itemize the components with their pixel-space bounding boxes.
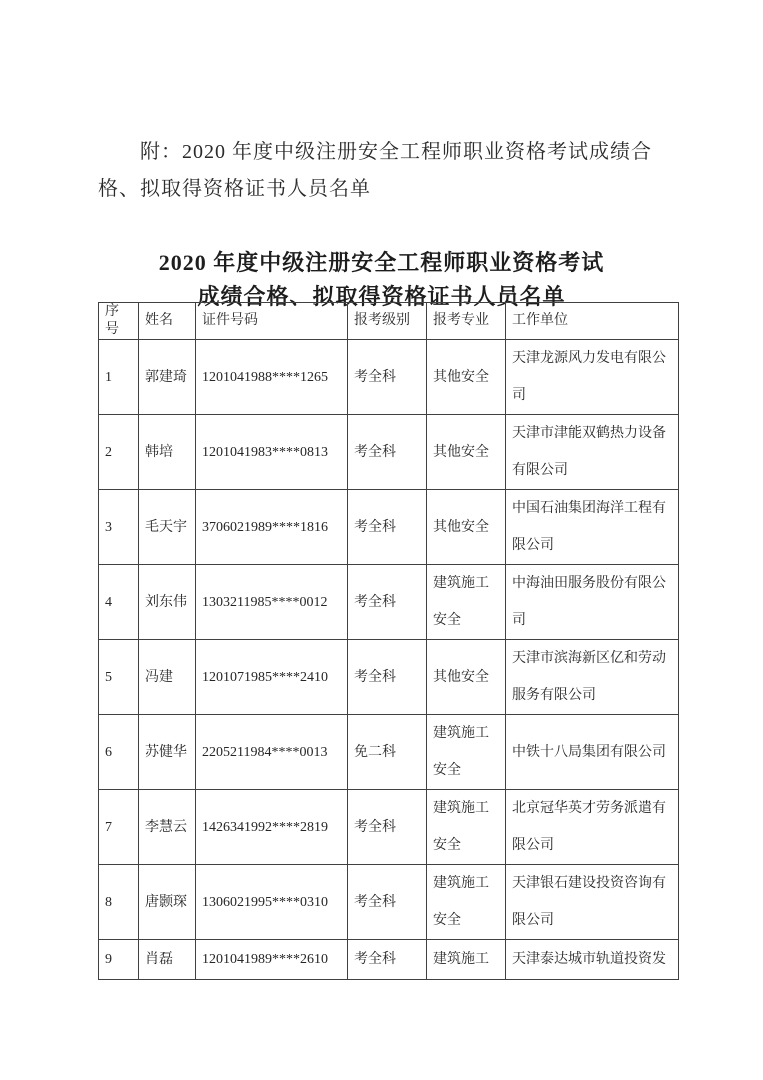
cell-col-id-number: 3706021989****1816 bbox=[196, 490, 348, 565]
cell-col-id-number: 1201041989****2610 bbox=[196, 940, 348, 980]
cell-col-exam-major: 其他安全 bbox=[427, 490, 506, 565]
cell-col-index: 7 bbox=[99, 790, 139, 865]
cell-col-exam-major: 其他安全 bbox=[427, 340, 506, 415]
attachment-note-line-1: 附：2020 年度中级注册安全工程师职业资格考试成绩合 bbox=[140, 141, 652, 163]
cell-col-employer: 天津银石建设投资咨询有限公司 bbox=[506, 865, 679, 940]
cell-col-index: 4 bbox=[99, 565, 139, 640]
document-title-line-2: 成绩合格、拟取得资格证书人员名单 bbox=[197, 283, 566, 309]
cell-col-name: 郭建琦 bbox=[139, 340, 196, 415]
cell-col-employer: 天津龙源风力发电有限公司 bbox=[506, 340, 679, 415]
attachment-note-line-2: 格、拟取得资格证书人员名单 bbox=[98, 178, 371, 200]
cell-col-exam-major: 建筑施工安全 bbox=[427, 790, 506, 865]
cell-col-id-number: 1201041983****0813 bbox=[196, 415, 348, 490]
cell-col-name: 韩培 bbox=[139, 415, 196, 490]
cell-col-index: 9 bbox=[99, 940, 139, 980]
cell-col-exam-level: 考全科 bbox=[348, 565, 427, 640]
column-header-col-index: 序号 bbox=[99, 303, 139, 340]
cell-col-exam-major: 其他安全 bbox=[427, 640, 506, 715]
attachment-note bbox=[98, 134, 673, 208]
column-header-col-employer: 工作单位 bbox=[506, 303, 679, 340]
cell-col-id-number: 1426341992****2819 bbox=[196, 790, 348, 865]
table-row bbox=[99, 940, 679, 980]
cell-col-employer: 天津市滨海新区亿和劳动服务有限公司 bbox=[506, 640, 679, 715]
cell-col-index: 1 bbox=[99, 340, 139, 415]
column-header-col-exam-level: 报考级别 bbox=[348, 303, 427, 340]
table-row bbox=[99, 715, 679, 790]
cell-col-index: 5 bbox=[99, 640, 139, 715]
column-header-col-exam-major: 报考专业 bbox=[427, 303, 506, 340]
table-row bbox=[99, 565, 679, 640]
results-table bbox=[98, 302, 679, 980]
document-title-line-1: 2020 年度中级注册安全工程师职业资格考试 bbox=[158, 249, 605, 275]
cell-col-id-number: 1303211985****0012 bbox=[196, 565, 348, 640]
header-row bbox=[99, 303, 679, 340]
cell-col-name: 李慧云 bbox=[139, 790, 196, 865]
table-row bbox=[99, 340, 679, 415]
cell-col-exam-level: 考全科 bbox=[348, 490, 427, 565]
cell-col-index: 3 bbox=[99, 490, 139, 565]
cell-col-name: 刘东伟 bbox=[139, 565, 196, 640]
cell-col-id-number: 1306021995****0310 bbox=[196, 865, 348, 940]
cell-col-employer: 天津市津能双鹤热力设备有限公司 bbox=[506, 415, 679, 490]
cell-col-id-number: 1201041988****1265 bbox=[196, 340, 348, 415]
cell-col-employer: 北京冠华英才劳务派遣有限公司 bbox=[506, 790, 679, 865]
cell-col-exam-level: 免二科 bbox=[348, 715, 427, 790]
table-row bbox=[99, 790, 679, 865]
results-table-header bbox=[99, 303, 679, 340]
cell-col-index: 6 bbox=[99, 715, 139, 790]
table-row bbox=[99, 865, 679, 940]
cell-col-name: 肖磊 bbox=[139, 940, 196, 980]
cell-col-exam-level: 考全科 bbox=[348, 790, 427, 865]
cell-col-exam-major: 建筑施工 bbox=[427, 940, 506, 980]
cell-col-employer: 天津泰达城市轨道投资发 bbox=[506, 940, 679, 980]
cell-col-employer: 中国石油集团海洋工程有限公司 bbox=[506, 490, 679, 565]
cell-col-exam-level: 考全科 bbox=[348, 640, 427, 715]
cell-col-index: 2 bbox=[99, 415, 139, 490]
cell-col-exam-level: 考全科 bbox=[348, 415, 427, 490]
table-row bbox=[99, 490, 679, 565]
cell-col-name: 苏健华 bbox=[139, 715, 196, 790]
cell-col-name: 毛天宇 bbox=[139, 490, 196, 565]
results-table-body bbox=[99, 340, 679, 980]
cell-col-exam-level: 考全科 bbox=[348, 865, 427, 940]
cell-col-exam-major: 其他安全 bbox=[427, 415, 506, 490]
cell-col-employer: 中铁十八局集团有限公司 bbox=[506, 715, 679, 790]
cell-col-exam-level: 考全科 bbox=[348, 340, 427, 415]
cell-col-id-number: 2205211984****0013 bbox=[196, 715, 348, 790]
cell-col-index: 8 bbox=[99, 865, 139, 940]
cell-col-exam-major: 建筑施工安全 bbox=[427, 865, 506, 940]
cell-col-exam-major: 建筑施工安全 bbox=[427, 715, 506, 790]
cell-col-name: 冯建 bbox=[139, 640, 196, 715]
column-header-col-name: 姓名 bbox=[139, 303, 196, 340]
cell-col-exam-level: 考全科 bbox=[348, 940, 427, 980]
cell-col-id-number: 1201071985****2410 bbox=[196, 640, 348, 715]
cell-col-name: 唐颢琛 bbox=[139, 865, 196, 940]
table-row bbox=[99, 640, 679, 715]
cell-col-employer: 中海油田服务股份有限公司 bbox=[506, 565, 679, 640]
cell-col-exam-major: 建筑施工安全 bbox=[427, 565, 506, 640]
column-header-col-id-number: 证件号码 bbox=[196, 303, 348, 340]
table-row bbox=[99, 415, 679, 490]
